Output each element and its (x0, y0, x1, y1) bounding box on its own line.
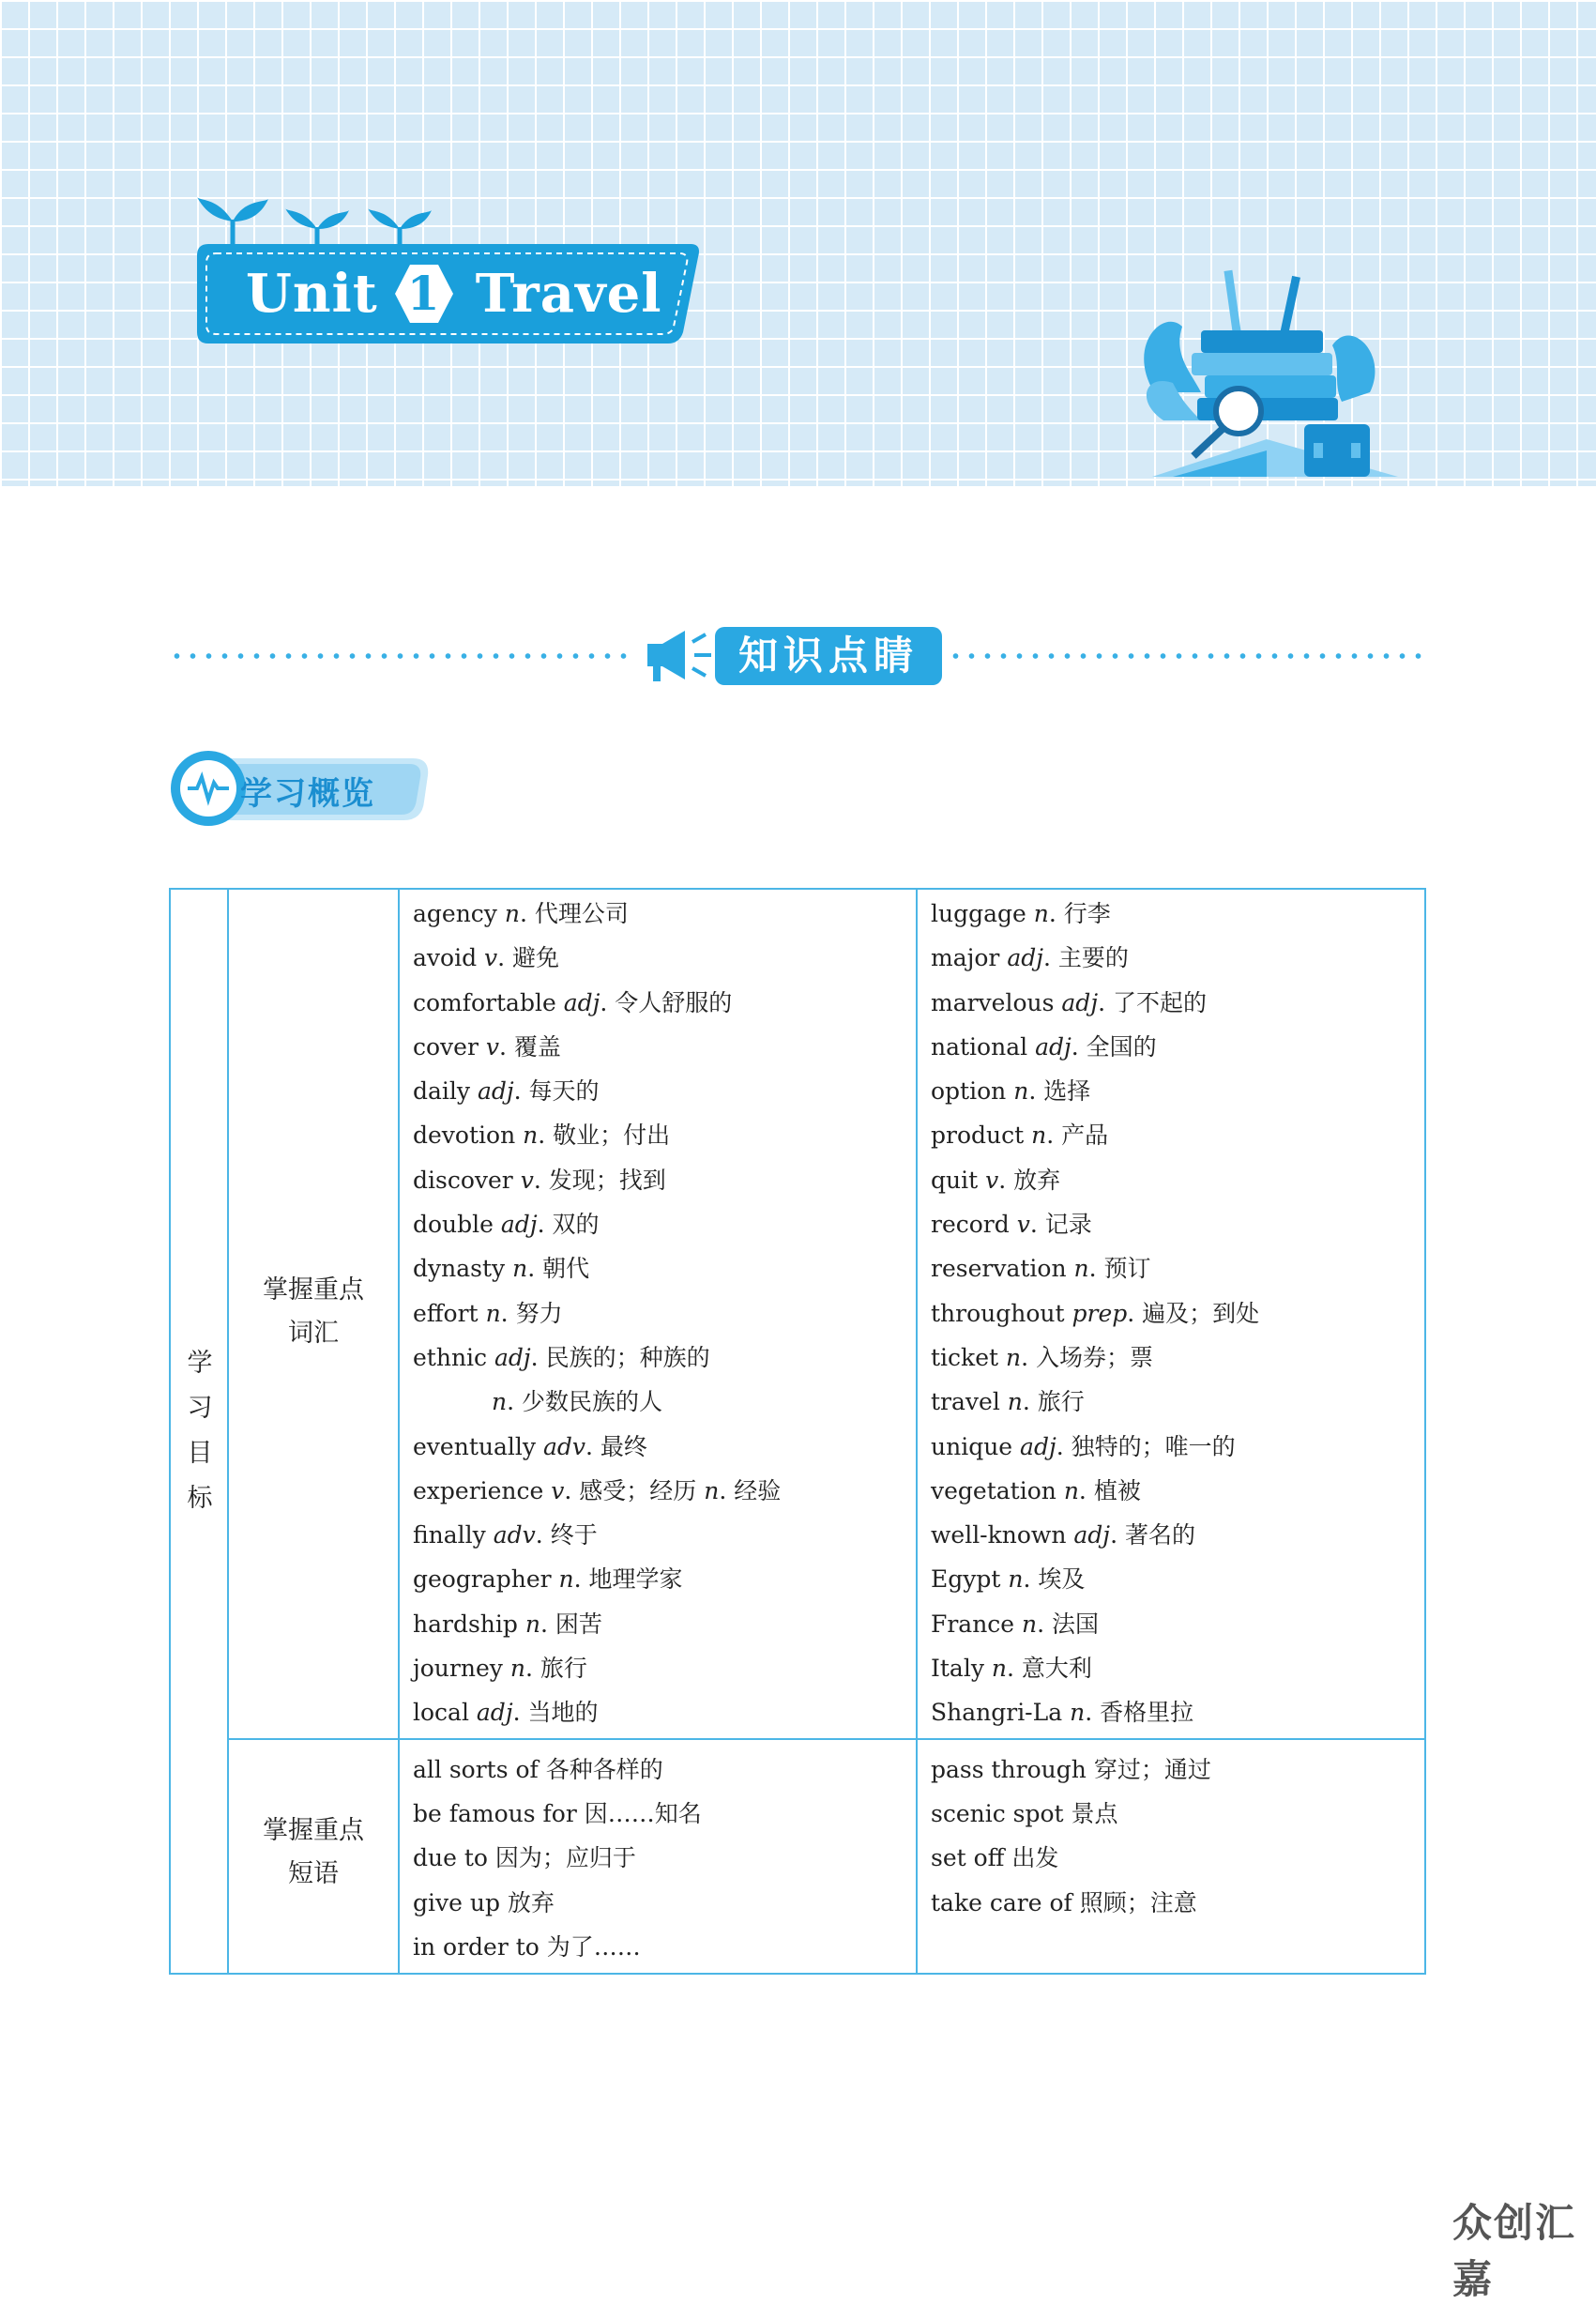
vocab-word: major (931, 944, 1008, 972)
row-label-study-goals (171, 890, 229, 1973)
part-of-speech: prep (1072, 1299, 1128, 1327)
part-of-speech: n (492, 1388, 508, 1416)
vocab-entry (931, 892, 1419, 936)
vocab-entry (931, 1690, 1419, 1734)
part-of-speech: adv (493, 1521, 536, 1549)
section-divider (169, 627, 1426, 683)
vocab-word: effort (413, 1299, 486, 1327)
vocab-word: record (931, 1211, 1017, 1239)
vocab-entry (413, 1113, 910, 1157)
vocab-entry (413, 1246, 910, 1290)
vocab-word: quit (931, 1166, 986, 1194)
part-of-speech: adj (1073, 1521, 1111, 1549)
unit-number: 1 (406, 266, 441, 321)
vocab-entry (413, 1513, 910, 1557)
row-label-char: 学 (187, 1349, 213, 1378)
vocab-meaning: . 经验 (719, 1476, 782, 1504)
phrase-entry: give up 放弃 (413, 1888, 555, 1916)
vocab-entry (413, 981, 910, 1025)
vocab-meaning: . 旅行 (524, 1655, 587, 1683)
dotted-line-right (948, 653, 1428, 659)
part-of-speech: n (524, 1610, 540, 1638)
unit-title: Travel (475, 263, 662, 325)
vocab-meaning: . 避免 (497, 944, 560, 972)
vocab-entry (413, 1336, 910, 1380)
vocab-meaning: . 了不起的 (1098, 988, 1207, 1016)
vocab-meaning: . 覆盖 (499, 1032, 561, 1061)
vocab-word: throughout (931, 1299, 1072, 1327)
vocab-entry (931, 1425, 1419, 1469)
unit-number-badge (393, 263, 455, 325)
vocab-word: comfortable (413, 988, 564, 1016)
vocab-entry (413, 1380, 910, 1424)
vocab-word: ethnic (413, 1343, 494, 1371)
vocab-word: daily (413, 1077, 478, 1106)
vocab-word: cover (413, 1032, 486, 1061)
subsection-title: 学习概览 (240, 775, 375, 813)
vocab-meaning: . 朝代 (527, 1255, 590, 1283)
vocab-entry (413, 1202, 910, 1246)
part-of-speech: adj (477, 1077, 514, 1106)
vocab-meaning: . 敬业；付出 (538, 1122, 671, 1150)
row-label-char: 目 (187, 1439, 213, 1468)
vocab-entry (931, 1336, 1419, 1380)
vocab-meaning: . 民族的；种族的 (530, 1343, 710, 1371)
books-magnifier-illustration-icon (1135, 252, 1407, 486)
vocab-word: ticket (931, 1343, 1006, 1371)
phrase-entry: be famous for 因……知名 (413, 1800, 702, 1828)
vocab-entry (931, 1646, 1419, 1690)
vocab-entry (931, 1202, 1419, 1246)
table-divider (227, 1738, 1424, 1740)
part-of-speech: n (512, 1255, 528, 1283)
vocab-word: double (413, 1211, 501, 1239)
vocab-word: travel (931, 1388, 1008, 1416)
part-of-speech: adj (494, 1343, 531, 1371)
vocab-meaning: . 努力 (500, 1299, 563, 1327)
vocab-entry (413, 1557, 910, 1601)
part-of-speech: n (991, 1655, 1008, 1683)
vocab-word: Egypt (931, 1565, 1009, 1594)
vocab-entry (931, 936, 1419, 980)
part-of-speech: n (558, 1565, 574, 1594)
vocab-meaning: . 地理学家 (573, 1565, 683, 1594)
vocab-entry (413, 936, 910, 980)
part-of-speech: v (551, 1476, 565, 1504)
vocab-meaning: . 产品 (1046, 1122, 1109, 1150)
vocab-meaning: . 发现；找到 (533, 1166, 666, 1194)
vocab-meaning: . 全国的 (1071, 1032, 1157, 1061)
phrase-entry: set off 出发 (931, 1844, 1059, 1872)
part-of-speech: n (1033, 900, 1049, 927)
watermark-text: 众创汇嘉 (1452, 2200, 1577, 2302)
part-of-speech: v (484, 944, 498, 972)
vocab-word: devotion (413, 1122, 524, 1150)
vocab-label-line: 词汇 (288, 1319, 339, 1348)
vocab-label-line: 掌握重点 (263, 1275, 364, 1305)
vocab-entry (413, 1025, 910, 1069)
vocab-meaning: . 法国 (1037, 1610, 1100, 1638)
vocab-word: Shangri-La (931, 1699, 1071, 1727)
vocab-entry (931, 1291, 1419, 1336)
vocab-meaning: . 旅行 (1022, 1388, 1085, 1416)
part-of-speech: n (1022, 1610, 1038, 1638)
vocab-meaning: . 独特的；唯一的 (1056, 1432, 1236, 1460)
vocab-meaning: . 令人舒服的 (600, 988, 733, 1016)
unit-heading (246, 261, 662, 327)
row-label-char: 习 (187, 1394, 213, 1423)
vocab-meaning: . 选择 (1028, 1077, 1091, 1106)
vocab-meaning: . 主要的 (1042, 944, 1129, 972)
vocab-word: Italy (931, 1655, 992, 1683)
vocab-entry (413, 1646, 910, 1690)
vocab-word: luggage (931, 900, 1034, 927)
part-of-speech: n (1008, 1565, 1024, 1594)
part-of-speech: n (485, 1299, 501, 1327)
part-of-speech: v (1016, 1211, 1030, 1239)
vocab-word: France (931, 1610, 1023, 1638)
phrases-label (229, 1809, 398, 1896)
vocab-word: discover (413, 1166, 521, 1194)
vocab-meaning: . 著名的 (1110, 1521, 1195, 1549)
phrase-list-right (931, 1748, 1419, 1925)
vocab-meaning: . 当地的 (512, 1699, 599, 1727)
vocab-word: product (931, 1122, 1032, 1150)
vocab-entry (931, 1469, 1419, 1513)
vocab-entry (931, 1513, 1419, 1557)
vocab-meaning: . 埃及 (1023, 1565, 1086, 1594)
part-of-speech: adj (476, 1699, 513, 1727)
section-title: 知识点睛 (715, 627, 942, 685)
vocab-entry (931, 1158, 1419, 1202)
phrase-entry: scenic spot 景点 (931, 1800, 1118, 1828)
vocab-word: marvelous (931, 988, 1062, 1016)
vocab-entry (931, 1025, 1419, 1069)
vocab-word: finally (413, 1521, 494, 1549)
vocab-word: experience (413, 1476, 552, 1504)
part-of-speech: n (1005, 1343, 1022, 1371)
part-of-speech: n (1073, 1255, 1089, 1283)
phrase-list-left (413, 1748, 910, 1969)
vocab-entry (413, 1425, 910, 1469)
vocab-meaning: . 代理公司 (520, 900, 629, 927)
study-overview-table (169, 888, 1426, 1975)
part-of-speech: adj (563, 988, 600, 1016)
vocab-entry (413, 1069, 910, 1113)
unit-word: Unit (246, 263, 378, 325)
part-of-speech: adj (1007, 944, 1043, 972)
part-of-speech: v (520, 1166, 534, 1194)
part-of-speech: n (1031, 1122, 1047, 1150)
part-of-speech: n (704, 1476, 720, 1504)
vocab-word: eventually (413, 1432, 543, 1460)
vocab-word: option (931, 1077, 1014, 1106)
table-divider (916, 890, 918, 1973)
vocab-entry (413, 892, 910, 936)
part-of-speech: adj (1035, 1032, 1072, 1061)
part-of-speech: v (485, 1032, 499, 1061)
vocab-word: dynasty (413, 1255, 513, 1283)
vocab-meaning: . 每天的 (513, 1077, 600, 1106)
vocab-meaning: . 植被 (1078, 1476, 1141, 1504)
vocab-meaning: . 入场券；票 (1021, 1343, 1153, 1371)
part-of-speech: n (1063, 1476, 1079, 1504)
part-of-speech: adj (500, 1211, 538, 1239)
vocab-meaning: . 终于 (535, 1521, 598, 1549)
phrases-label-line: 掌握重点 (263, 1816, 364, 1845)
vocab-word: vegetation (931, 1476, 1064, 1504)
part-of-speech: n (1007, 1388, 1023, 1416)
vocab-entry (931, 1113, 1419, 1157)
vocab-meaning: . 最终 (585, 1432, 647, 1460)
vocab-word: journey (413, 1655, 510, 1683)
part-of-speech: adj (1061, 988, 1099, 1016)
vocab-meaning: . 困苦 (540, 1610, 602, 1638)
vocab-meaning: . 意大利 (1007, 1655, 1092, 1683)
table-divider (398, 890, 400, 1973)
vocab-meaning: . 感受；经历 (564, 1476, 705, 1504)
vocab-entry (931, 1602, 1419, 1646)
vocab-word: agency (413, 900, 505, 927)
vocab-word: local (413, 1699, 477, 1727)
vocab-meaning: . 遍及；到处 (1127, 1299, 1260, 1327)
vocab-entry (413, 1690, 910, 1734)
vocab-meaning: . 放弃 (998, 1166, 1061, 1194)
vocab-entry (413, 1469, 910, 1513)
vocab-entry (931, 1380, 1419, 1424)
part-of-speech: n (1070, 1699, 1086, 1727)
vocab-meaning: . 记录 (1029, 1211, 1092, 1239)
vocab-meaning: . 香格里拉 (1085, 1699, 1194, 1727)
vocab-word: well-known (931, 1521, 1074, 1549)
vocab-entry (931, 1557, 1419, 1601)
vocab-entry (931, 1069, 1419, 1113)
vocab-list-left (413, 892, 910, 1735)
part-of-speech: n (523, 1122, 539, 1150)
vocab-list-right (931, 892, 1419, 1735)
vocab-entry (413, 1602, 910, 1646)
vocab-meaning: . 行李 (1048, 900, 1111, 927)
phrase-entry: take care of 照顾；注意 (931, 1888, 1197, 1916)
phrase-entry: in order to 为了…… (413, 1932, 641, 1961)
dotted-line-left (169, 653, 636, 659)
vocab-word: geographer (413, 1565, 559, 1594)
vocab-entry (413, 1158, 910, 1202)
phrase-entry: all sorts of 各种各样的 (413, 1756, 663, 1783)
vocab-word: national (931, 1032, 1036, 1061)
row-label-char: 标 (187, 1484, 213, 1513)
vocab-meaning: . 少数民族的人 (507, 1388, 663, 1416)
vocab-entry (413, 1291, 910, 1336)
phrases-label-line: 短语 (288, 1859, 339, 1888)
vocab-label (229, 1269, 398, 1355)
part-of-speech: n (1013, 1077, 1029, 1106)
vocab-word: hardship (413, 1610, 525, 1638)
part-of-speech: n (504, 900, 520, 927)
part-of-speech: adv (542, 1432, 585, 1460)
part-of-speech: v (985, 1166, 999, 1194)
vocab-word: avoid (413, 944, 485, 972)
phrase-entry: pass through 穿过；通过 (931, 1756, 1211, 1783)
vocab-entry (931, 1246, 1419, 1290)
vocab-meaning: . 双的 (537, 1211, 600, 1239)
megaphone-icon (640, 627, 715, 683)
phrase-entry: due to 因为；应归于 (413, 1844, 636, 1872)
vocab-meaning: . 预订 (1088, 1255, 1151, 1283)
vocab-word: unique (931, 1432, 1021, 1460)
part-of-speech: n (509, 1655, 525, 1683)
vocab-word: reservation (931, 1255, 1074, 1283)
part-of-speech: adj (1020, 1432, 1056, 1460)
vocab-entry (931, 981, 1419, 1025)
